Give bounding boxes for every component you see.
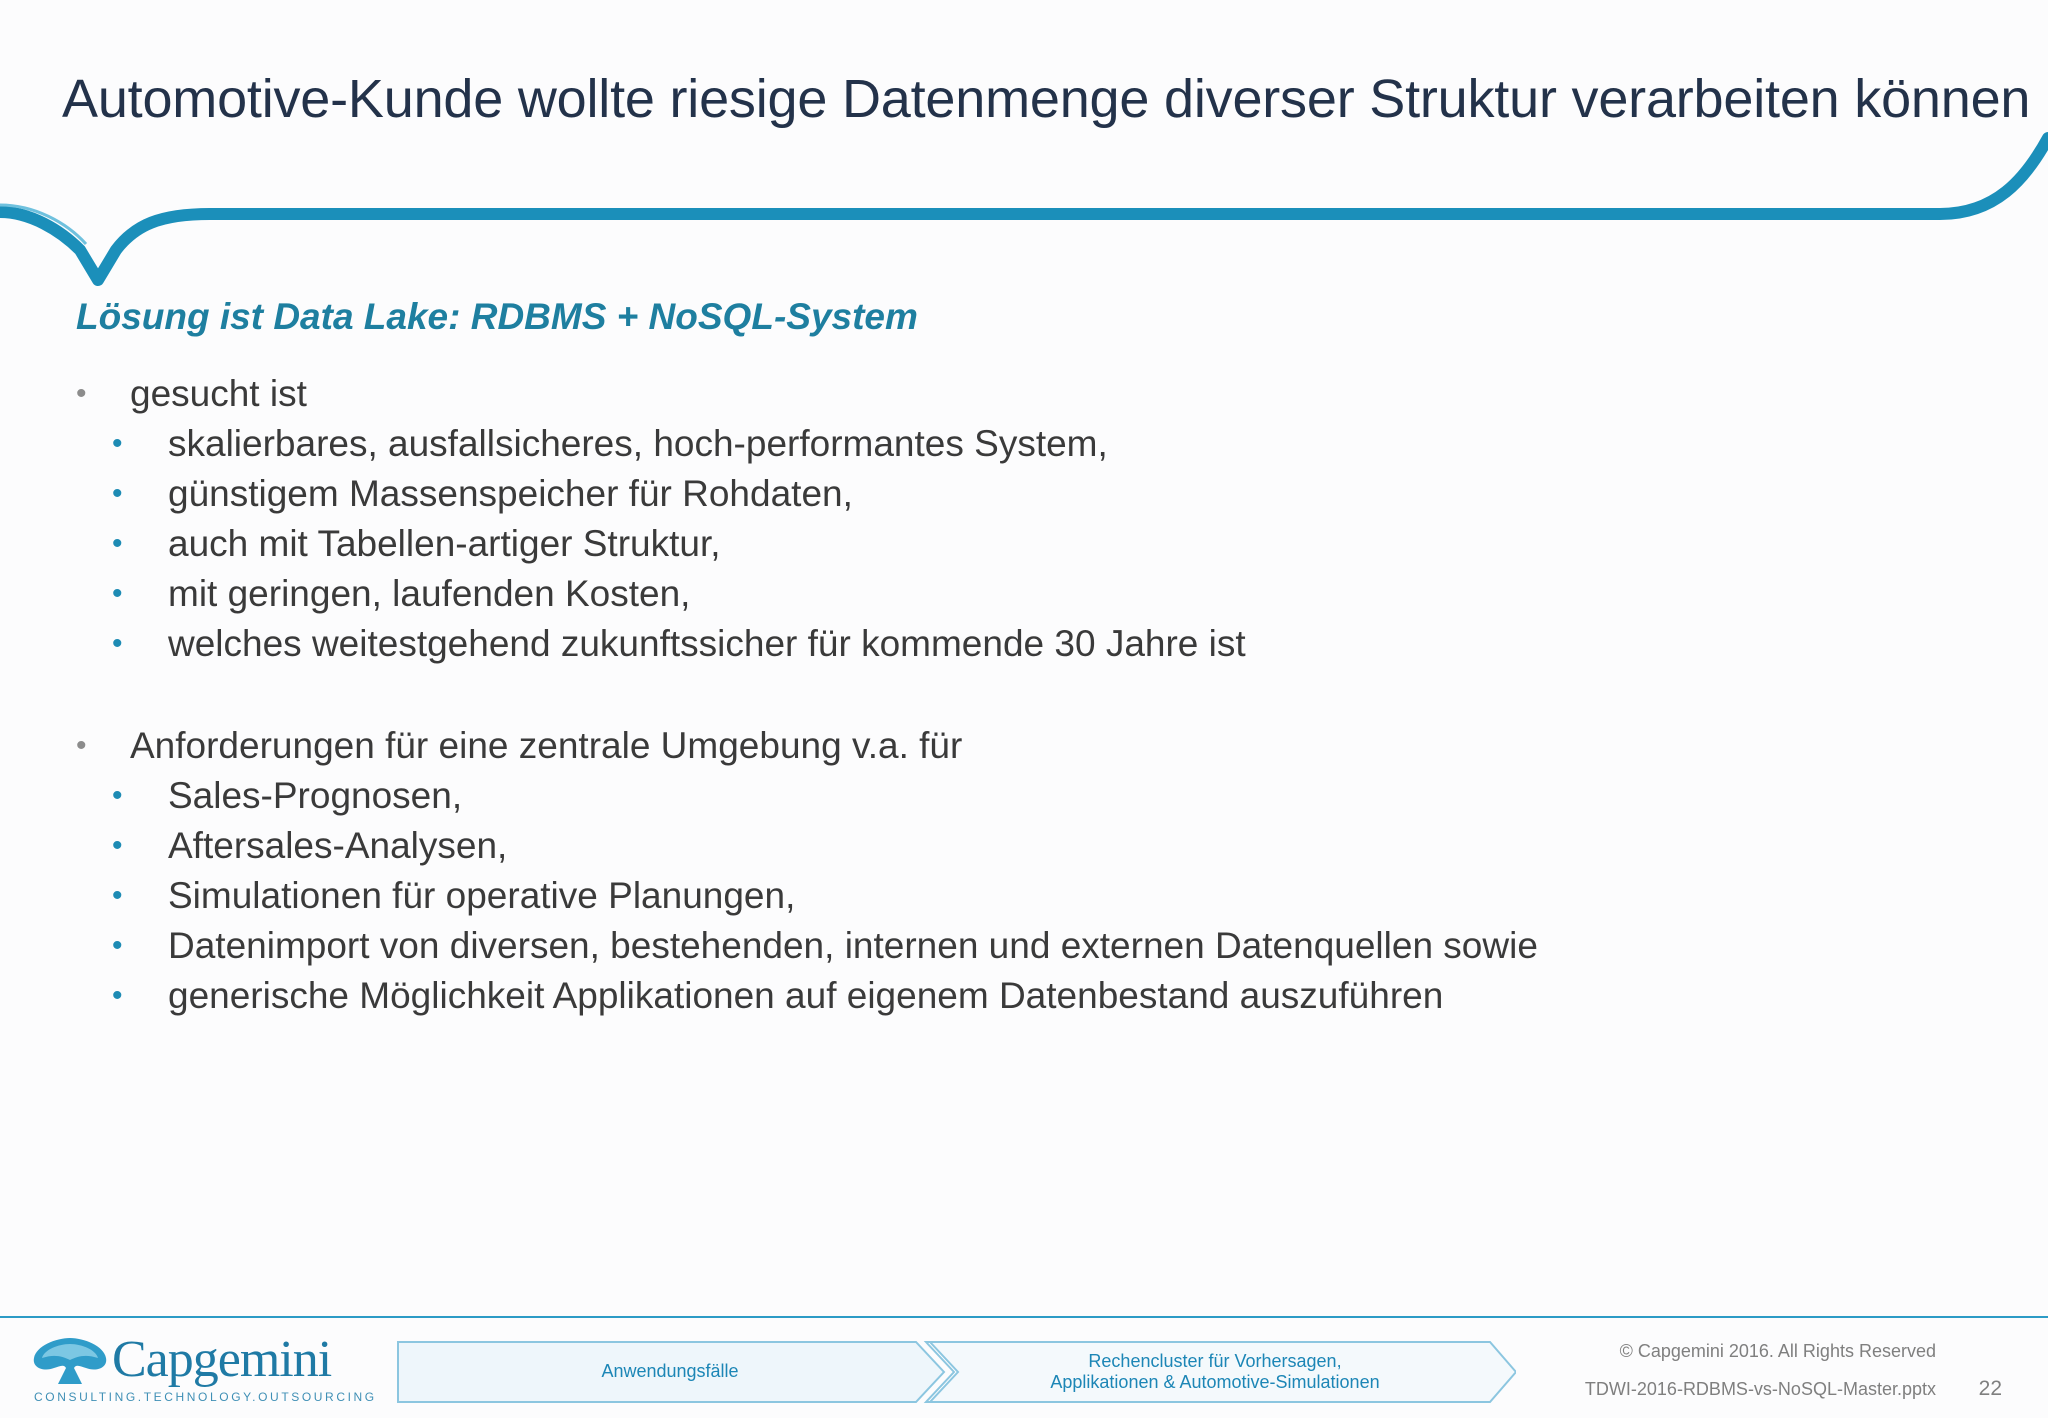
bullet-item-anforderungen: Anforderungen für eine zentrale Umgebung v.a. für: [130, 725, 963, 766]
footer-divider: [0, 1316, 2048, 1318]
header-swoosh: [0, 0, 2048, 300]
sub-bullet-item: generische Möglichkeit Applikationen auf eigenem Datenbestand auszuführen: [168, 975, 1444, 1016]
sub-bullet-item: Simulationen für operative Planungen,: [168, 875, 796, 916]
sub-bullet-marker: •: [112, 627, 123, 660]
spade-icon: [30, 1334, 110, 1392]
sub-bullet-marker: •: [112, 929, 123, 962]
chevron-step-rechencluster-line2: Applikationen & Automotive-Simulationen: [1050, 1372, 1380, 1392]
sub-bullet-marker: •: [112, 477, 123, 510]
sub-bullet-marker: •: [112, 779, 123, 812]
sub-bullet-item: skalierbares, ausfallsicheres, hoch-performantes System,: [168, 423, 1108, 464]
sub-bullet-marker: •: [112, 427, 123, 460]
sub-bullet-item: Datenimport von diversen, bestehenden, internen und externen Datenquellen sowie: [168, 925, 1538, 966]
sub-bullet-marker: •: [112, 879, 123, 912]
capgemini-logo: [30, 1330, 377, 1404]
slide-title: Automotive-Kunde wollte riesige Datenmenge diverser Struktur verarbeiten können: [62, 69, 2031, 129]
sub-bullet-item: auch mit Tabellen-artiger Struktur,: [168, 523, 721, 564]
sub-bullet-item: Aftersales-Analysen,: [168, 825, 508, 866]
file-name: TDWI-2016-RDBMS-vs-NoSQL-Master.pptx: [1584, 1379, 1936, 1399]
logo-wordmark: Capgemini: [112, 1331, 332, 1388]
sub-bullet-item: mit geringen, laufenden Kosten,: [168, 573, 691, 614]
slide-subtitle: Lösung ist Data Lake: RDBMS + NoSQL-System: [76, 296, 918, 337]
sub-bullet-marker: •: [112, 979, 123, 1012]
bullet-marker: •: [76, 377, 87, 410]
sub-bullet-marker: •: [112, 527, 123, 560]
sub-bullet-marker: •: [112, 577, 123, 610]
chevron-step-rechencluster-line1: Rechencluster für Vorhersagen,: [1088, 1351, 1342, 1371]
page-number: 22: [1978, 1377, 2002, 1400]
bullet-marker: •: [76, 729, 87, 762]
sub-bullet-marker: •: [112, 829, 123, 862]
chevron-step-anwendungsfaelle: Anwendungsfälle: [601, 1361, 739, 1381]
logo-tagline: CONSULTING.TECHNOLOGY.OUTSOURCING: [34, 1390, 377, 1404]
sub-bullet-item: Sales-Prognosen,: [168, 775, 463, 816]
bullet-item-gesucht: gesucht ist: [130, 373, 307, 414]
sub-bullet-item: günstigem Massenspeicher für Rohdaten,: [168, 473, 853, 514]
copyright-notice: © Capgemini 2016. All Rights Reserved: [1619, 1341, 1936, 1361]
sub-bullet-item: welches weitestgehend zukunftssicher für kommende 30 Jahre ist: [168, 623, 1246, 664]
